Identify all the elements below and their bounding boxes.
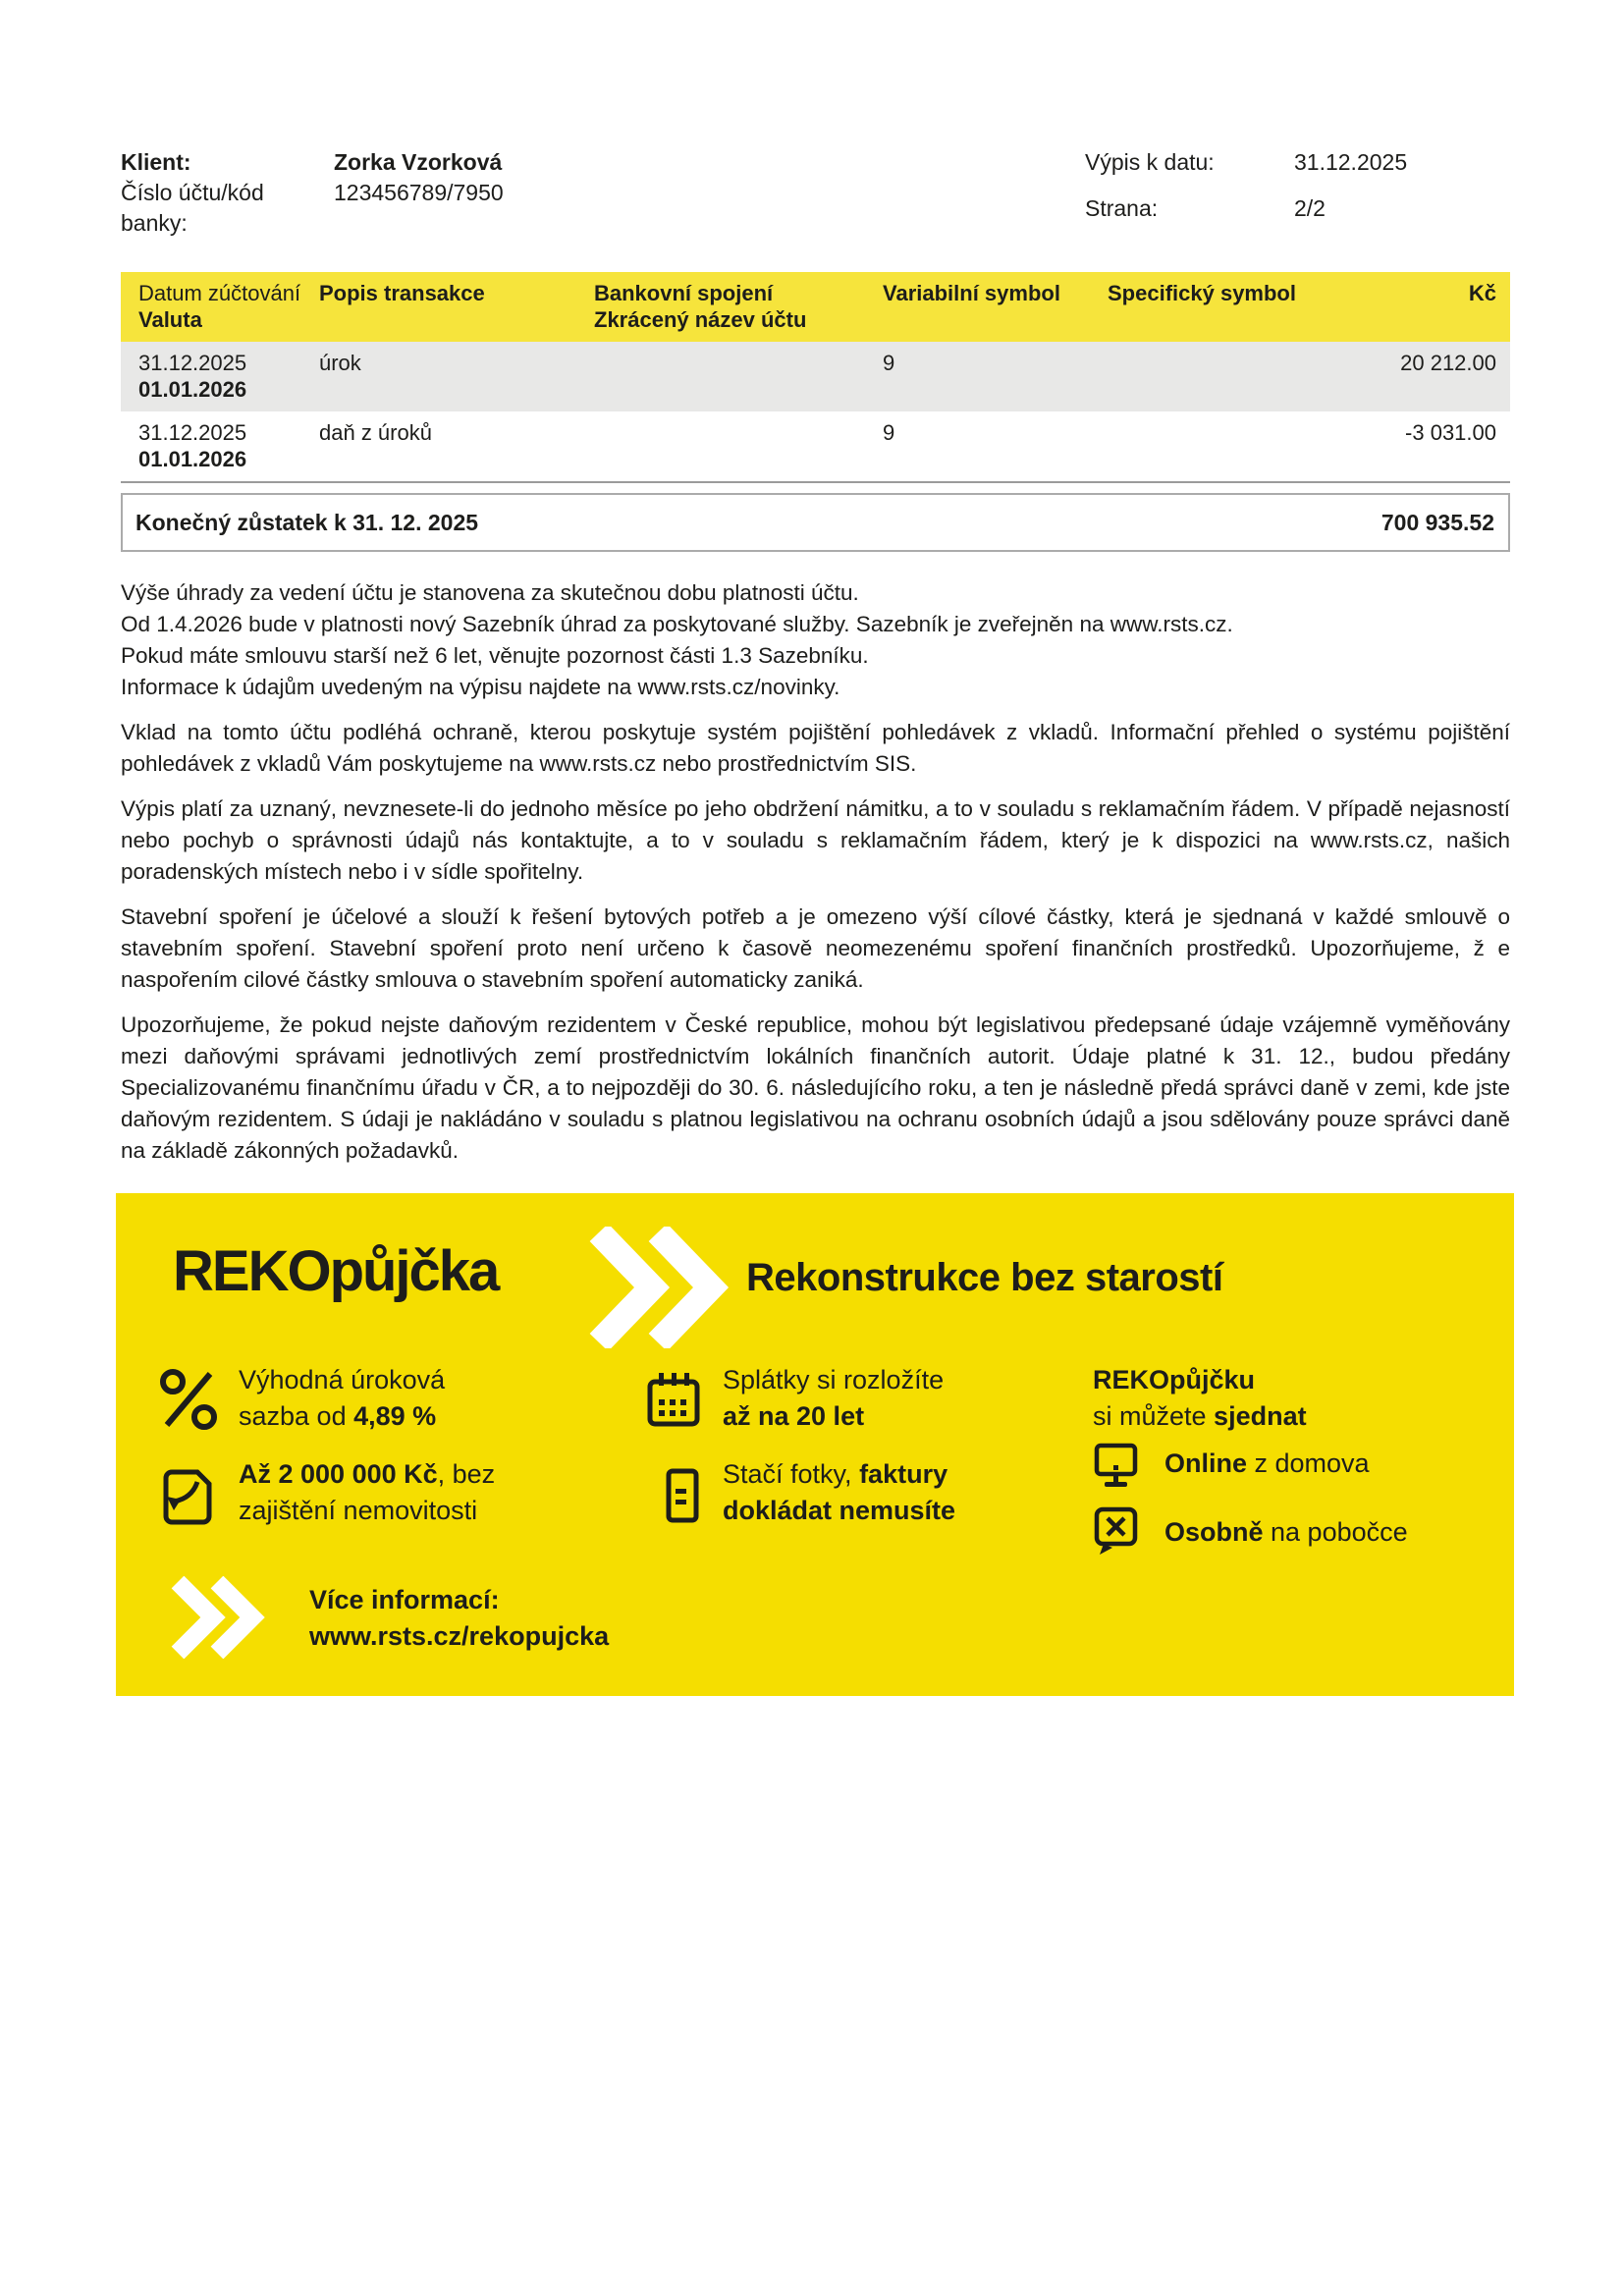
cell-amount: 20 212.00	[1400, 351, 1496, 375]
col-variable-symbol: Variabilní symbol	[883, 281, 1060, 305]
branch-chat-icon	[1093, 1505, 1140, 1557]
feature-term	[723, 1362, 944, 1435]
more-info-url: www.rsts.cz/rekopujcka	[309, 1621, 610, 1651]
feature-term-line2: až na 20 let	[723, 1401, 865, 1431]
cell-description: daň z úroků	[319, 420, 432, 445]
complaints-paragraph: Výpis platí za uznaný, nevznesete-li do jednoho měsíce po jeho obdržení námitku, a to v souladu s reklamačním řádem. V případě nejasností nebo pochyb o správnosti údajů nás kontaktujte, a to v souladu s reklamačním řádem, který je k dispozici na www.rsts.cz, našich poradenských místech nebo i v sídle spořitelny.	[121, 796, 1510, 884]
cell-specific-symbol	[1108, 419, 1320, 472]
banknote-hand-icon	[155, 1464, 220, 1529]
table-row	[121, 411, 1510, 481]
intro-line: Od 1.4.2026 bude v platnosti nový Sazebník úhrad za poskytované služby. Sazebník je zveřejněn na www.rsts.cz.	[121, 612, 1233, 636]
col-date-line1: Datum zúčtování	[138, 281, 301, 305]
cell-specific-symbol	[1108, 350, 1320, 403]
cell-date-booking: 31.12.2025	[138, 351, 247, 375]
savings-purpose-paragraph: Stavební spoření je účelové a slouží k řešení bytových potřeb a je omezeno výší cílové částky, která je sjednaná v každé smlouvě o stavebním spoření. Stavební spoření proto není určeno k časově neomezenému spoření finančních prostředků. Upozorňujeme, ž e naspořením cilové částky smlouva o stavebním spoření automaticky zaniká.	[121, 904, 1510, 992]
account-value: 123456789/7950	[334, 180, 504, 205]
col-bank-line1: Bankovní spojení	[594, 281, 774, 305]
channel-personal-text: na pobočce	[1263, 1517, 1408, 1547]
cell-date	[138, 419, 319, 472]
feature-rate-line1: Výhodná úroková	[239, 1365, 446, 1394]
account-label: Číslo účtu/kód banky:	[121, 180, 264, 236]
feature-amount-line2: zajištění nemovitosti	[239, 1496, 478, 1525]
col-date-line2: Valuta	[138, 307, 202, 332]
cell-date-value: 01.01.2026	[138, 377, 247, 402]
feature-invoices	[723, 1456, 955, 1529]
cell-date-booking: 31.12.2025	[138, 420, 247, 445]
channel-online-text: z domova	[1247, 1449, 1370, 1478]
cell-variable-symbol: 9	[883, 420, 895, 445]
cell-bank	[594, 350, 883, 403]
banner-tagline: Rekonstrukce bez starostí	[746, 1256, 1223, 1299]
feature-amount-value: Až 2 000 000 Kč	[239, 1459, 438, 1489]
statement-header	[121, 147, 1510, 239]
monitor-icon	[1093, 1441, 1140, 1490]
more-info	[309, 1582, 609, 1655]
double-chevron-icon	[170, 1576, 272, 1659]
col-bank	[594, 280, 883, 333]
feature-rate-line2: sazba od	[239, 1401, 354, 1431]
feature-rate-value: 4,89 %	[353, 1401, 437, 1431]
calendar-icon	[642, 1368, 705, 1431]
transactions-table	[121, 272, 1510, 483]
col-amount: Kč	[1468, 281, 1496, 305]
double-chevron-icon	[587, 1227, 734, 1348]
intro-line: Pokud máte smlouvu starší než 6 let, věnujte pozornost části 1.3 Sazebníku.	[121, 643, 869, 668]
final-balance-box	[121, 493, 1510, 552]
col-bank-line2: Zkrácený název účtu	[594, 307, 807, 332]
client-value: Zorka Vzorková	[334, 149, 503, 175]
statement-meta	[1085, 147, 1510, 239]
intro-line: Výše úhrady za vedení účtu je stanovena za skutečnou dobu platnosti účtu.	[121, 580, 859, 605]
col-description: Popis transakce	[319, 281, 485, 305]
feature-invoices-bold1: faktury	[859, 1459, 948, 1489]
feature-invoices-line1: Stačí fotky,	[723, 1459, 860, 1489]
intro-line: Informace k údajům uvedeným na výpisu najdete na www.rsts.cz/novinky.	[121, 675, 840, 699]
feature-amount-line1: , bez	[437, 1459, 496, 1489]
deposit-insurance-paragraph: Vklad na tomto účtu podléhá ochraně, kterou poskytuje systém pojištění pohledávek z vkladů. Informační přehled o systému pojištění pohledávek z vkladů Vám poskytujeme na www.rsts.cz nebo prostřednictvím SIS.	[121, 720, 1510, 776]
table-header-row	[121, 272, 1510, 342]
invoice-icon	[650, 1464, 713, 1527]
cell-date	[138, 350, 319, 403]
tax-residency-paragraph: Upozorňujeme, že pokud nejste daňovým rezidentem v České republice, mohou být legislativou předepsané údaje vzájemně vyměňovány mezi daňovými správami jednotlivých zemí prostřednictvím lokálních finančních autorit. Údaje platné k 31. 12., budou předány Specializovanému finančnímu úřadu v ČR, a to nejpozději do 30. 6. následujícího roku, a ten je následně předá správci daně v zemi, kde jste daňovým rezidentem. S údaji je nakládáno v souladu s platnou legislativou na ochranu osobních údajů a jsou sdělovány pouze správci daně na základě zákonných požadavků.	[121, 1012, 1510, 1163]
channel-online-bold: Online	[1164, 1449, 1248, 1478]
col-date	[138, 280, 319, 333]
cell-date-value: 01.01.2026	[138, 447, 247, 471]
signup-action: sjednat	[1214, 1401, 1307, 1431]
cell-description: úrok	[319, 351, 361, 375]
cell-amount: -3 031.00	[1405, 420, 1496, 445]
signup-line2: si můžete	[1093, 1401, 1215, 1431]
feature-invoices-line2: dokládat nemusíte	[723, 1496, 956, 1525]
channel-online	[1164, 1449, 1370, 1479]
intro-notes	[121, 577, 1510, 703]
statement-date-label: Výpis k datu:	[1085, 149, 1215, 175]
final-balance-value: 700 935.52	[1380, 509, 1494, 535]
feature-term-line1: Splátky si rozložíte	[723, 1365, 945, 1394]
feature-signup	[1093, 1362, 1307, 1435]
more-info-label: Více informací:	[309, 1585, 500, 1614]
cell-bank	[594, 419, 883, 472]
statement-date-value: 31.12.2025	[1294, 149, 1408, 175]
client-label: Klient:	[121, 149, 191, 175]
percent-icon	[155, 1366, 222, 1433]
client-info	[121, 147, 504, 239]
col-specific-symbol: Specifický symbol	[1108, 281, 1296, 305]
feature-amount	[239, 1456, 495, 1529]
signup-product: REKOpůjčku	[1093, 1365, 1256, 1394]
page-label: Strana:	[1085, 194, 1159, 221]
banner-title: REKOpůjčka	[173, 1239, 499, 1303]
rekopujcka-promo-banner	[116, 1193, 1514, 1696]
page-number: 2/2	[1294, 194, 1326, 221]
table-row	[121, 342, 1510, 411]
final-balance-label: Konečný zůstatek k 31. 12. 2025	[135, 509, 479, 535]
channel-personal-bold: Osobně	[1164, 1517, 1264, 1547]
feature-rate	[239, 1362, 445, 1435]
channel-personal	[1164, 1517, 1408, 1548]
cell-variable-symbol: 9	[883, 351, 895, 375]
